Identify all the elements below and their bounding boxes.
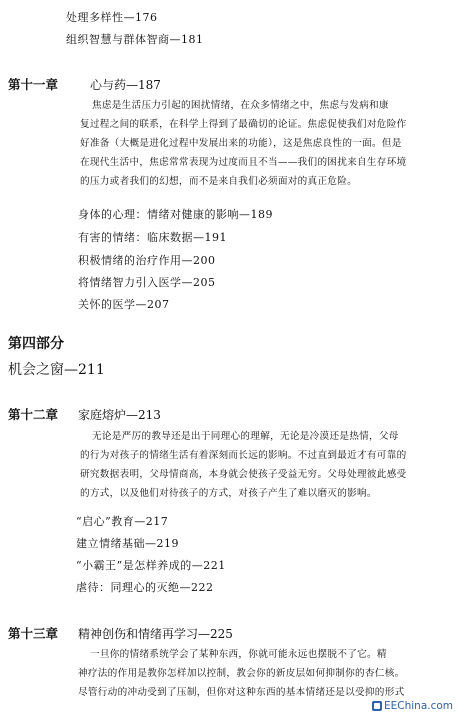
summary-line: 的方式，以及他们对待孩子的方式，对孩子产生了难以磨灭的影响。 — [80, 488, 377, 499]
chapter-12-number: 第十二章 — [8, 407, 59, 422]
toc-entry-abuse: 虐待：同理心的灭绝—222 — [76, 581, 214, 594]
summary-line: 研究数据表明，父母情商高，本身就会使孩子受益无穷。父母处理彼此感受 — [80, 469, 407, 480]
chapter-11-number: 第十一章 — [8, 77, 59, 92]
chapter-12-summary — [80, 427, 407, 503]
watermark-text: EEChina.com — [384, 700, 454, 712]
summary-line: 一旦你的情绪系统学会了某种东西，你就可能永远也摆脱不了它。精 — [90, 649, 387, 660]
summary-line: 尽管行动的冲动受到了压制，但你对这种东西的基本情绪还是以受抑的形式 — [78, 687, 405, 698]
toc-entry-ei-medicine: 将情绪智力引入医学—205 — [78, 276, 216, 289]
summary-line: 神疗法的作用是教你怎样加以控制，教会你的新皮层如何抑制你的杏仁核。 — [78, 668, 405, 679]
chapter-13-title: 精神创伤和情绪再学习—225 — [78, 627, 233, 641]
chapter-11-title: 心与药—187 — [90, 78, 161, 92]
summary-line: 的压力或者我们的幻想，而不是来自我们必须面对的真正危险。 — [80, 176, 358, 187]
chapter-11-summary — [80, 96, 407, 191]
toc-entry-bully: “小霸王”是怎样养成的—221 — [76, 559, 226, 572]
watermark-logo-icon — [372, 701, 382, 711]
toc-entry-group-iq: 组织智慧与群体智商—181 — [66, 33, 204, 46]
toc-entry-diversity: 处理多样性—176 — [66, 11, 158, 24]
summary-line: 焦虑是生活压力引起的困扰情绪，在众多情绪之中，焦虑与发病和康 — [92, 100, 389, 111]
summary-line: 复过程之间的联系，在科学上得到了最确切的论证。焦虑促使我们对危险作 — [80, 119, 407, 130]
summary-line: 在现代生活中，焦虑常常表现为过度而且不当——我们的困扰来自生存环境 — [80, 157, 407, 168]
summary-line: 好准备（大概是进化过程中发展出来的功能），这是焦虑良性的一面。但是 — [80, 138, 402, 149]
chapter-13-summary — [78, 645, 405, 702]
summary-line: 无论是严厉的教导还是出于同理心的理解，无论是冷漠还是热情，父母 — [92, 431, 399, 442]
chapter-13-number: 第十三章 — [8, 626, 59, 641]
toc-entry-positive-emotions: 积极情绪的治疗作用—200 — [78, 254, 216, 267]
toc-entry-toxic-emotions: 有害的情绪：临床数据—191 — [78, 231, 227, 244]
chapter-12-title: 家庭熔炉—213 — [78, 408, 161, 422]
toc-entry-emotional-basics: 建立情绪基础—219 — [76, 537, 179, 550]
part-4-title: 机会之窗—211 — [8, 362, 105, 378]
toc-entry-body-mind: 身体的心理：情绪对健康的影响—189 — [78, 208, 273, 221]
toc-entry-heart-start: “启心”教育—217 — [76, 515, 169, 528]
toc-entry-caring-medicine: 关怀的医学—207 — [78, 298, 170, 311]
summary-line: 的行为对孩子的情绪生活有着深刻而长远的影响。不过直到最近才有可靠的 — [80, 450, 407, 461]
part-4-label: 第四部分 — [8, 336, 64, 352]
